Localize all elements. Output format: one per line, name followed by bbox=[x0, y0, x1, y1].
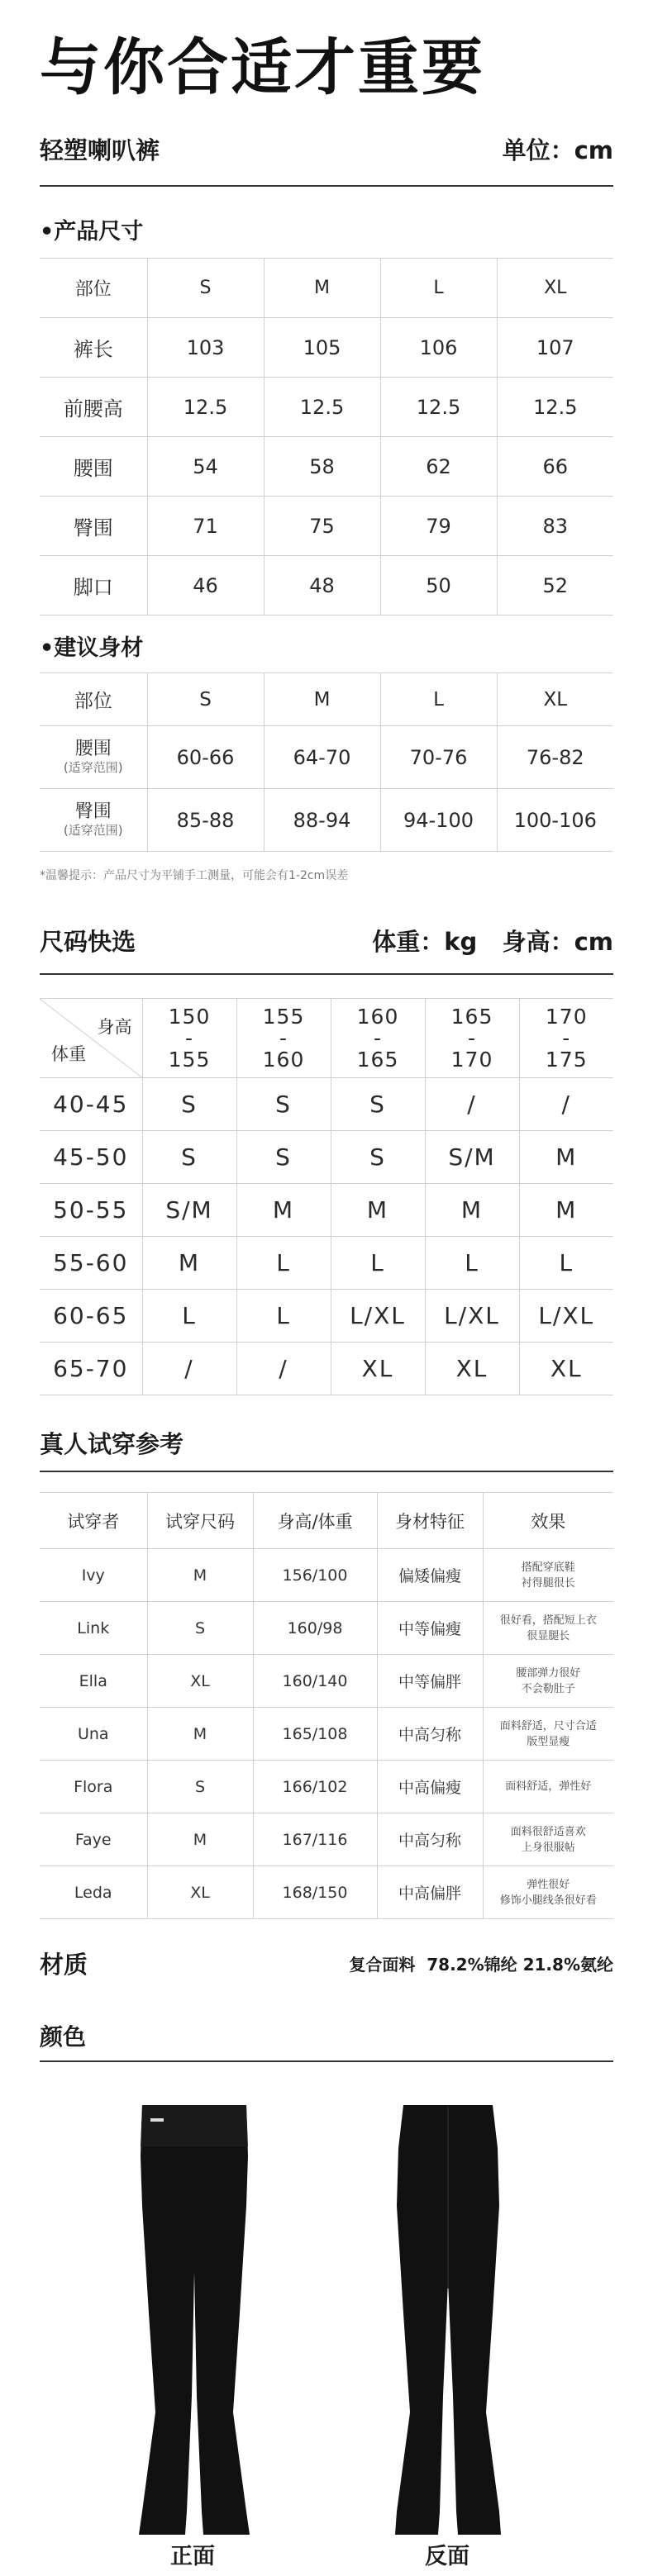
table-cell: 83 bbox=[497, 497, 613, 556]
table-cell: 12.5 bbox=[147, 378, 264, 437]
table-cell: 中等偏瘦 bbox=[377, 1602, 483, 1655]
back-label: 反面 bbox=[425, 2544, 469, 2569]
product-header bbox=[40, 132, 613, 166]
table-cell: S bbox=[147, 1602, 253, 1655]
table-cell: M bbox=[147, 1813, 253, 1866]
table-cell: 52 bbox=[497, 556, 613, 615]
size-cell: / bbox=[142, 1343, 236, 1395]
size-cell: / bbox=[425, 1078, 519, 1131]
effect-cell: 面料舒适，尺寸合适 版型显瘦 bbox=[483, 1708, 613, 1761]
table-cell: 88-94 bbox=[264, 789, 380, 852]
row-label-sub: (适穿范围) bbox=[63, 822, 123, 838]
table-row bbox=[40, 497, 613, 556]
height-range-dash: - bbox=[373, 1025, 383, 1050]
table-row bbox=[40, 1549, 613, 1602]
size-cell: M bbox=[425, 1184, 519, 1237]
size-cell: L bbox=[331, 1237, 425, 1290]
size-cell: S/M bbox=[425, 1131, 519, 1184]
table-cell: Ella bbox=[40, 1655, 147, 1708]
height-range-bottom: 170 bbox=[450, 1047, 493, 1072]
table-row bbox=[40, 1237, 613, 1290]
size-cell: M bbox=[519, 1184, 613, 1237]
size-cell: S bbox=[236, 1078, 331, 1131]
table-cell: 46 bbox=[147, 556, 264, 615]
body-section-title: •建议身材 bbox=[40, 635, 144, 661]
table-cell: 前腰高 bbox=[40, 378, 147, 437]
row-label bbox=[40, 789, 147, 852]
table-header-cell: L bbox=[380, 259, 497, 318]
table-header-cell: 身高/体重 bbox=[253, 1493, 377, 1549]
quick-section-title: 尺码快选 bbox=[40, 928, 136, 956]
table-row bbox=[40, 1761, 613, 1813]
divider bbox=[40, 185, 613, 187]
measurement-note: *温馨提示：产品尺寸为平铺手工测量，可能会有1-2cm误差 bbox=[40, 869, 349, 882]
table-cell: 167/116 bbox=[253, 1813, 377, 1866]
table-header-cell: S bbox=[147, 259, 264, 318]
table-cell: 中高匀称 bbox=[377, 1813, 483, 1866]
size-cell: XL bbox=[519, 1343, 613, 1395]
table-cell: 160/98 bbox=[253, 1602, 377, 1655]
table-cell: 94-100 bbox=[380, 789, 497, 852]
table-cell: M bbox=[147, 1708, 253, 1761]
table-row bbox=[40, 1866, 613, 1919]
table-cell: M bbox=[147, 1549, 253, 1602]
table-cell: 85-88 bbox=[147, 789, 264, 852]
weight-range-cell: 60-65 bbox=[40, 1290, 142, 1343]
quick-header bbox=[40, 924, 613, 958]
height-range-bottom: 165 bbox=[356, 1047, 399, 1072]
row-label-text: 腰围 bbox=[74, 738, 112, 759]
weight-range-cell: 55-60 bbox=[40, 1237, 142, 1290]
table-cell: 66 bbox=[497, 437, 613, 497]
table-cell: 54 bbox=[147, 437, 264, 497]
effect-cell: 弹性很好 修饰小腿线条很好看 bbox=[483, 1866, 613, 1919]
table-header-row bbox=[40, 999, 613, 1078]
height-range-bottom: 155 bbox=[168, 1047, 211, 1072]
table-cell: 腰围 bbox=[40, 437, 147, 497]
table-cell: 中高偏瘦 bbox=[377, 1761, 483, 1813]
trial-section-title: 真人试穿参考 bbox=[40, 1430, 184, 1458]
table-cell: 58 bbox=[264, 437, 380, 497]
table-row bbox=[40, 1343, 613, 1395]
table-header-cell: 试穿尺码 bbox=[147, 1493, 253, 1549]
corner-cell bbox=[40, 999, 142, 1078]
table-cell: 脚口 bbox=[40, 556, 147, 615]
table-cell: 103 bbox=[147, 318, 264, 378]
table-cell: Link bbox=[40, 1602, 147, 1655]
size-cell: XL bbox=[331, 1343, 425, 1395]
product-name: 轻塑喇叭裤 bbox=[40, 136, 160, 164]
size-cell: M bbox=[142, 1237, 236, 1290]
size-cell: M bbox=[236, 1184, 331, 1237]
height-range-top: 155 bbox=[262, 1004, 305, 1029]
table-cell: XL bbox=[147, 1655, 253, 1708]
table-cell: Una bbox=[40, 1708, 147, 1761]
height-range-top: 170 bbox=[545, 1004, 588, 1029]
table-row bbox=[40, 1078, 613, 1131]
effect-cell: 搭配穿底鞋 衬得腿很长 bbox=[483, 1549, 613, 1602]
table-header-cell: 部位 bbox=[40, 259, 147, 318]
size-cell: S bbox=[331, 1131, 425, 1184]
table-row bbox=[40, 1131, 613, 1184]
size-cell: M bbox=[519, 1131, 613, 1184]
table-cell: 166/102 bbox=[253, 1761, 377, 1813]
body-table bbox=[40, 673, 613, 852]
height-range-cell bbox=[236, 999, 331, 1078]
height-range-cell bbox=[331, 999, 425, 1078]
table-cell: 156/100 bbox=[253, 1549, 377, 1602]
size-section-title: •产品尺寸 bbox=[40, 219, 144, 245]
table-header-cell: M bbox=[264, 673, 380, 726]
table-row bbox=[40, 1813, 613, 1866]
table-header-cell: M bbox=[264, 259, 380, 318]
table-cell: 64-70 bbox=[264, 726, 380, 789]
table-row bbox=[40, 1602, 613, 1655]
weight-range-cell: 45-50 bbox=[40, 1131, 142, 1184]
divider bbox=[40, 1471, 613, 1472]
table-cell: 臀围 bbox=[40, 497, 147, 556]
table-cell: Faye bbox=[40, 1813, 147, 1866]
table-cell: Leda bbox=[40, 1866, 147, 1919]
table-header-cell: 效果 bbox=[483, 1493, 613, 1549]
table-row bbox=[40, 556, 613, 615]
height-range-top: 160 bbox=[356, 1004, 399, 1029]
table-cell: 中等偏胖 bbox=[377, 1655, 483, 1708]
table-header-cell: 部位 bbox=[40, 673, 147, 726]
size-cell: XL bbox=[425, 1343, 519, 1395]
table-row bbox=[40, 318, 613, 378]
height-range-top: 150 bbox=[168, 1004, 211, 1029]
size-cell: S/M bbox=[142, 1184, 236, 1237]
table-cell: 76-82 bbox=[497, 726, 613, 789]
table-header-cell: 身材特征 bbox=[377, 1493, 483, 1549]
quick-units: 体重：kg 身高：cm bbox=[372, 928, 613, 956]
height-range-cell bbox=[519, 999, 613, 1078]
table-cell: 12.5 bbox=[264, 378, 380, 437]
pants-front-image bbox=[124, 2098, 265, 2545]
table-cell: 107 bbox=[497, 318, 613, 378]
table-header-cell: L bbox=[380, 673, 497, 726]
color-section-title: 颜色 bbox=[40, 2023, 87, 2051]
table-cell: 71 bbox=[147, 497, 264, 556]
logo-mark bbox=[150, 2118, 164, 2122]
size-cell: L bbox=[519, 1237, 613, 1290]
height-range-dash: - bbox=[562, 1025, 571, 1050]
hero-title: 与你合适才重要 bbox=[40, 32, 485, 103]
table-cell: 79 bbox=[380, 497, 497, 556]
trial-table bbox=[40, 1492, 613, 1919]
size-cell: L bbox=[425, 1237, 519, 1290]
table-header-cell: XL bbox=[497, 259, 613, 318]
table-cell: S bbox=[147, 1761, 253, 1813]
table-cell: Ivy bbox=[40, 1549, 147, 1602]
table-row bbox=[40, 726, 613, 789]
height-range-bottom: 160 bbox=[262, 1047, 305, 1072]
table-cell: 48 bbox=[264, 556, 380, 615]
pants-back-image bbox=[382, 2098, 514, 2545]
height-range-cell bbox=[142, 999, 236, 1078]
table-cell: 62 bbox=[380, 437, 497, 497]
quick-size-table bbox=[40, 998, 613, 1395]
height-range-dash: - bbox=[279, 1025, 288, 1050]
size-cell: L/XL bbox=[519, 1290, 613, 1343]
table-cell: 168/150 bbox=[253, 1866, 377, 1919]
table-header-cell: 试穿者 bbox=[40, 1493, 147, 1549]
table-cell: 12.5 bbox=[380, 378, 497, 437]
height-range-dash: - bbox=[184, 1025, 194, 1050]
size-cell: L bbox=[142, 1290, 236, 1343]
corner-height-label: 身高 bbox=[97, 1017, 132, 1037]
size-cell: S bbox=[236, 1131, 331, 1184]
size-cell: L/XL bbox=[331, 1290, 425, 1343]
corner-weight-label: 体重 bbox=[51, 1044, 86, 1064]
table-cell: 106 bbox=[380, 318, 497, 378]
table-cell: 75 bbox=[264, 497, 380, 556]
size-cell: / bbox=[519, 1078, 613, 1131]
size-table bbox=[40, 258, 613, 615]
table-cell: 160/140 bbox=[253, 1655, 377, 1708]
divider bbox=[40, 2060, 613, 2062]
size-cell: L/XL bbox=[425, 1290, 519, 1343]
size-cell: L bbox=[236, 1237, 331, 1290]
table-cell: 60-66 bbox=[147, 726, 264, 789]
table-cell: Flora bbox=[40, 1761, 147, 1813]
size-cell: M bbox=[331, 1184, 425, 1237]
table-row bbox=[40, 1184, 613, 1237]
table-row bbox=[40, 1290, 613, 1343]
unit-label: 单位：cm bbox=[502, 136, 613, 164]
table-cell: 165/108 bbox=[253, 1708, 377, 1761]
table-cell: 50 bbox=[380, 556, 497, 615]
weight-range-cell: 40-45 bbox=[40, 1078, 142, 1131]
height-range-cell bbox=[425, 999, 519, 1078]
table-row bbox=[40, 378, 613, 437]
size-cell: S bbox=[331, 1078, 425, 1131]
table-header-row bbox=[40, 259, 613, 318]
table-cell: 100-106 bbox=[497, 789, 613, 852]
table-header-cell: S bbox=[147, 673, 264, 726]
row-label-sub: (适穿范围) bbox=[63, 759, 123, 775]
front-label: 正面 bbox=[170, 2544, 215, 2569]
material-label: 材质 bbox=[40, 1951, 88, 1979]
weight-range-cell: 65-70 bbox=[40, 1343, 142, 1395]
table-cell: 105 bbox=[264, 318, 380, 378]
size-cell: / bbox=[236, 1343, 331, 1395]
effect-cell: 面料舒适，弹性好 bbox=[483, 1761, 613, 1813]
effect-cell: 腰部弹力很好 不会勒肚子 bbox=[483, 1655, 613, 1708]
size-cell: L bbox=[236, 1290, 331, 1343]
table-row bbox=[40, 1708, 613, 1761]
table-row bbox=[40, 1655, 613, 1708]
table-header-row bbox=[40, 1493, 613, 1549]
height-range-top: 165 bbox=[450, 1004, 493, 1029]
height-range-dash: - bbox=[467, 1025, 477, 1050]
size-cell: S bbox=[142, 1078, 236, 1131]
trial-header bbox=[40, 1426, 613, 1460]
material-value: 复合面料 78.2%锦纶 21.8%氨纶 bbox=[349, 1955, 613, 1975]
table-row bbox=[40, 789, 613, 852]
weight-range-cell: 50-55 bbox=[40, 1184, 142, 1237]
table-cell: 裤长 bbox=[40, 318, 147, 378]
row-label bbox=[40, 726, 147, 789]
height-range-bottom: 175 bbox=[545, 1047, 588, 1072]
table-cell: 12.5 bbox=[497, 378, 613, 437]
material-row bbox=[40, 1946, 613, 1980]
table-cell: 70-76 bbox=[380, 726, 497, 789]
table-cell: 偏矮偏瘦 bbox=[377, 1549, 483, 1602]
table-cell: 中高偏胖 bbox=[377, 1866, 483, 1919]
table-header-row bbox=[40, 673, 613, 726]
effect-cell: 面料很舒适喜欢 上身很服帖 bbox=[483, 1813, 613, 1866]
table-row bbox=[40, 437, 613, 497]
table-header-cell: XL bbox=[497, 673, 613, 726]
row-label-text: 臀围 bbox=[74, 801, 112, 822]
table-cell: XL bbox=[147, 1866, 253, 1919]
effect-cell: 很好看，搭配短上衣 很显腿长 bbox=[483, 1602, 613, 1655]
size-cell: S bbox=[142, 1131, 236, 1184]
divider bbox=[40, 973, 613, 975]
table-cell: 中高匀称 bbox=[377, 1708, 483, 1761]
